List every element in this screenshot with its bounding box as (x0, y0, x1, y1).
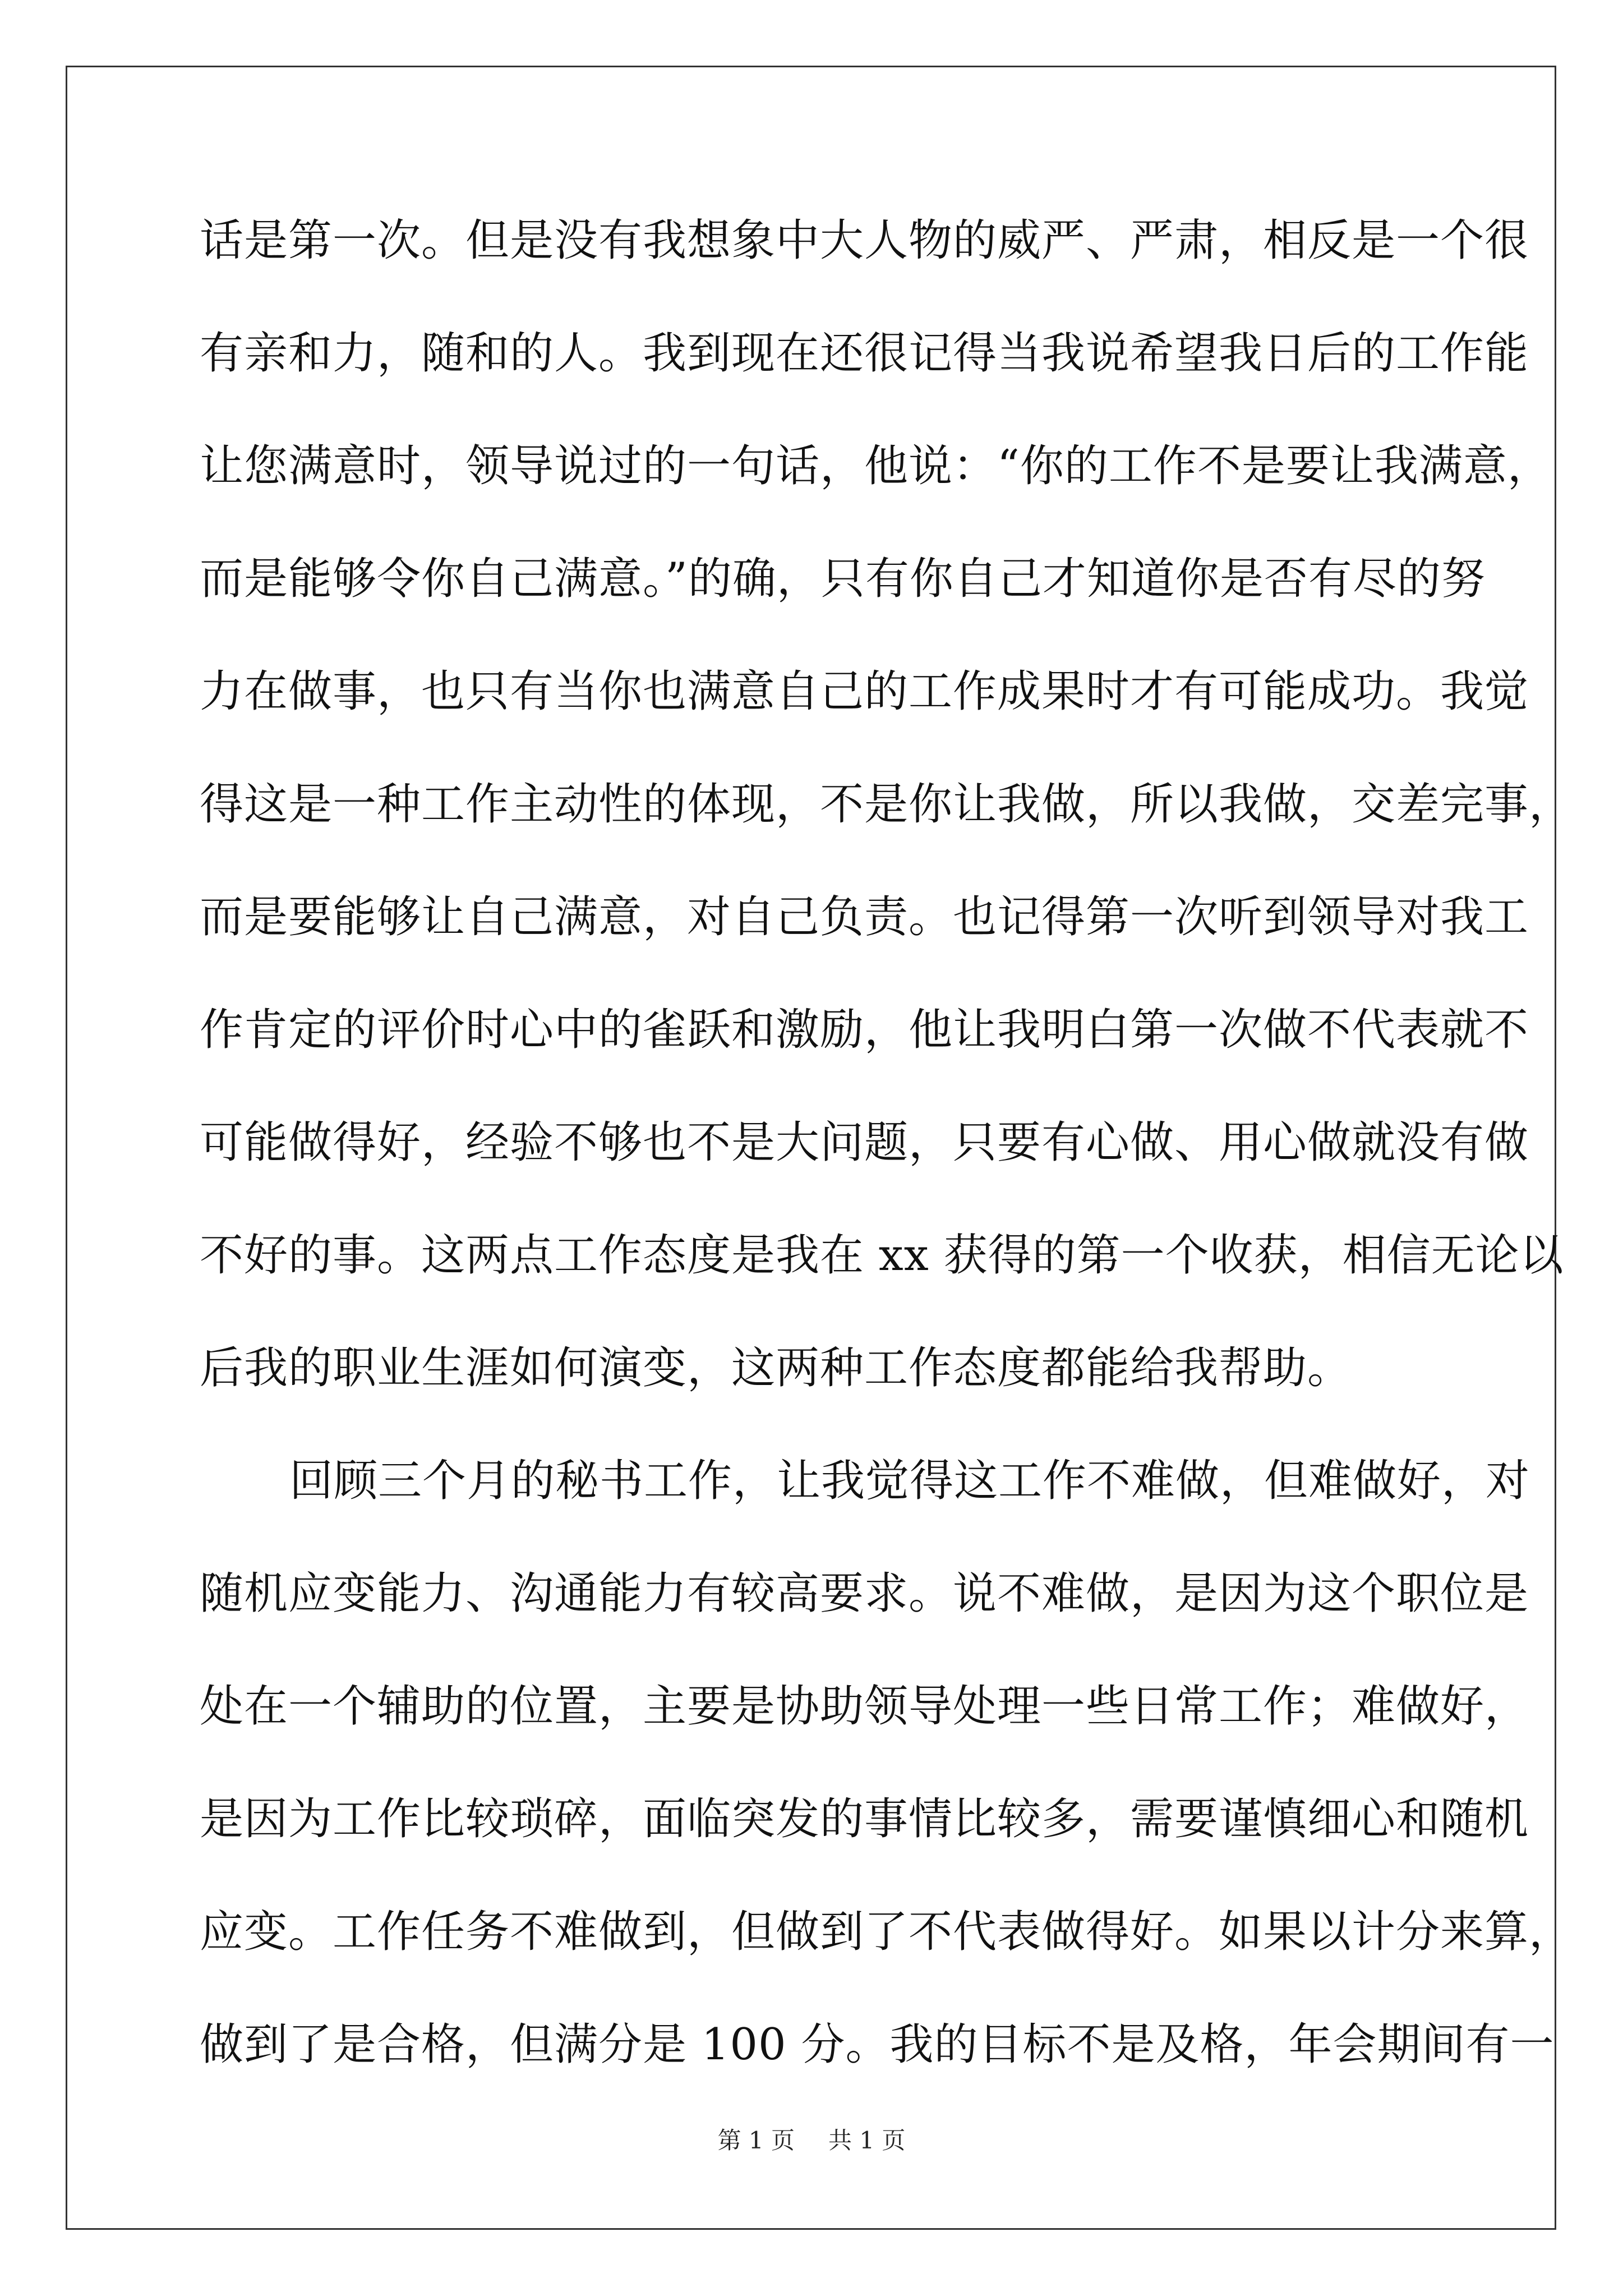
page-number: 第 1 页 (717, 2127, 795, 2154)
text-line: 得这是一种工作主动性的体现，不是你让我做，所以我做，交差完事， (200, 779, 1574, 830)
text-line: 话是第一次。但是没有我想象中大人物的威严、严肃，相反是一个很 (200, 215, 1529, 266)
text-line: 力在做事，也只有当你也满意自己的工作成果时才有可能成功。我觉 (200, 666, 1529, 717)
text-line: 而是能够令你自己满意。”的确，只有你自己才知道你是否有尽的努 (200, 554, 1486, 604)
page-total: 共 1 页 (828, 2127, 906, 2154)
page-footer (0, 2122, 1623, 2156)
text-line: 而是要能够让自己满意，对自己负责。也记得第一次听到领导对我工 (200, 892, 1529, 942)
text-line: 处在一个辅助的位置，主要是协助领导处理一些日常工作；难做好， (200, 1681, 1529, 1732)
text-line: 应变。工作任务不难做到，但做到了不代表做得好。如果以计分来算， (200, 1907, 1574, 1957)
text-line: 是因为工作比较琐碎，面临突发的事情比较多，需要谨慎细心和随机 (200, 1794, 1529, 1844)
text-line: 可能做得好，经验不够也不是大问题，只要有心做、用心做就没有做 (200, 1117, 1529, 1168)
document-body (200, 215, 1574, 2136)
text-line: 让您满意时，领导说过的一句话，他说：“你的工作不是要让我满意， (200, 441, 1552, 491)
paragraph-start-line: 回顾三个月的秘书工作，让我觉得这工作不难做，但难做好，对 (289, 1456, 1530, 1506)
text-line: 做到了是合格，但满分是 100 分。我的目标不是及格，年会期间有一 (200, 2019, 1555, 2070)
text-line: 不好的事。这两点工作态度是我在 xx 获得的第一个收获，相信无论以 (200, 1230, 1564, 1281)
text-line: 作肯定的评价时心中的雀跃和激励，他让我明白第一次做不代表就不 (200, 1005, 1529, 1055)
text-line: 随机应变能力、沟通能力有较高要求。说不难做，是因为这个职位是 (200, 1568, 1529, 1619)
text-line: 有亲和力，随和的人。我到现在还很记得当我说希望我日后的工作能 (200, 328, 1529, 379)
text-line: 后我的职业生涯如何演变，这两种工作态度都能给我帮助。 (200, 1343, 1352, 1393)
